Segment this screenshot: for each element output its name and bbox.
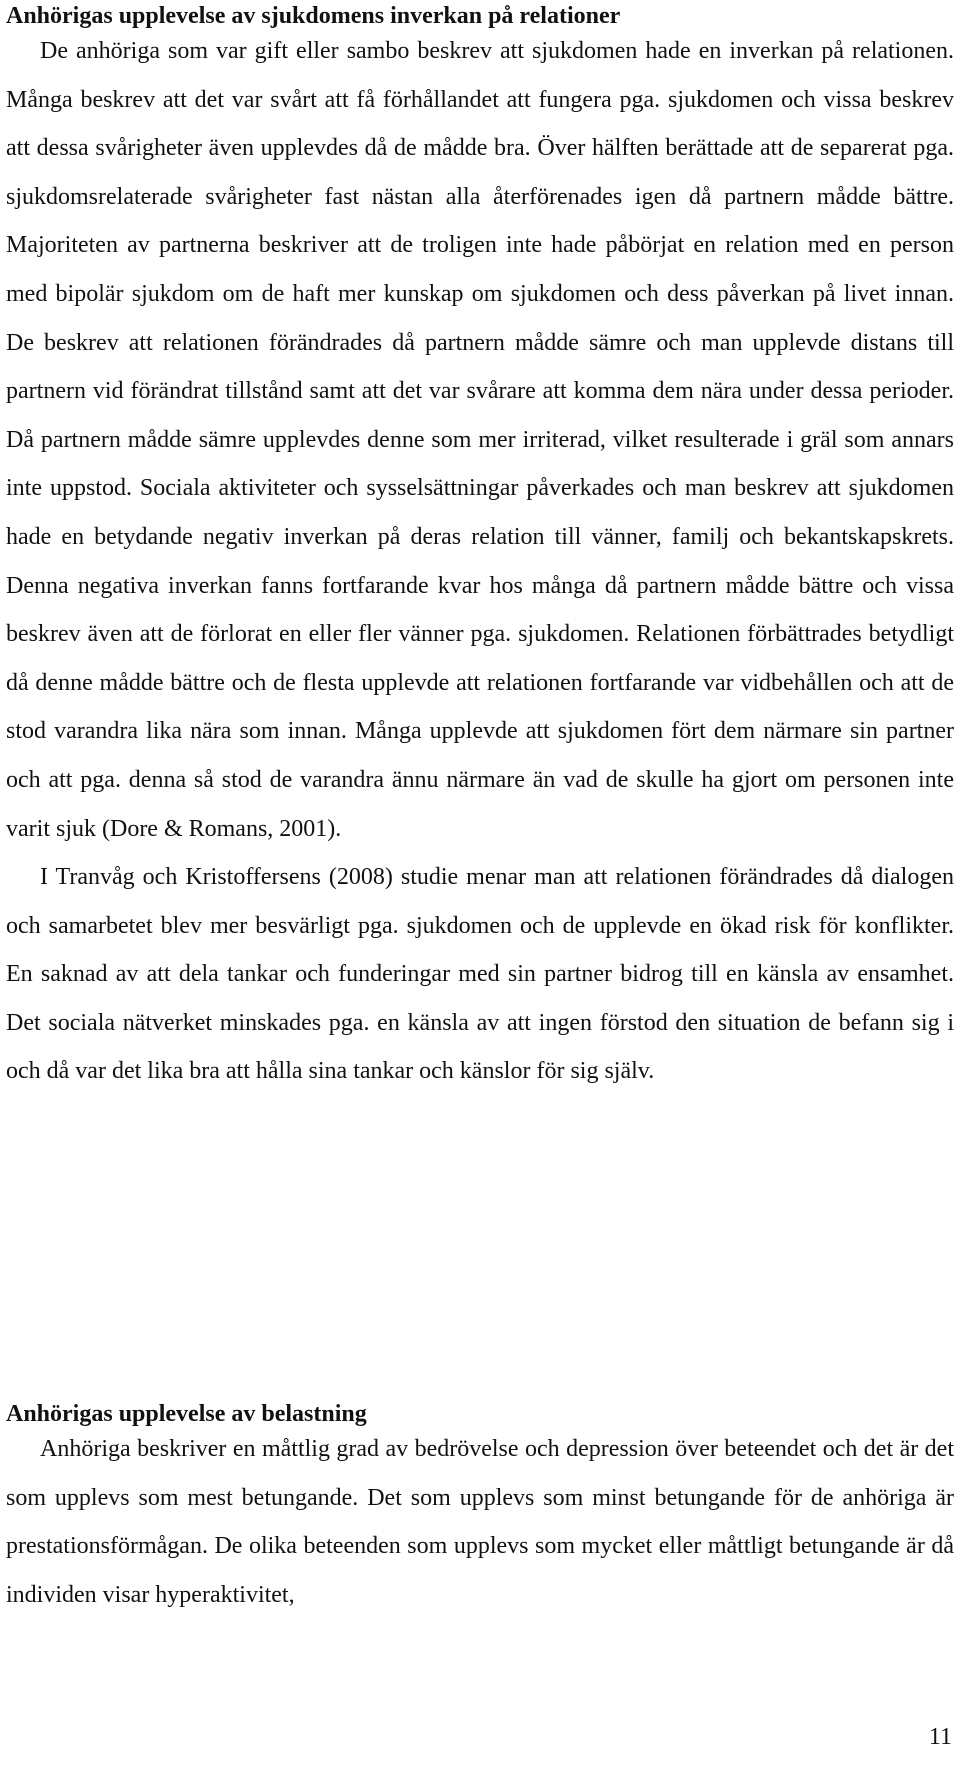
section-burden: [6, 1398, 954, 1619]
paragraph-burden-1: Anhöriga beskriver en måttlig grad av bedrövelse och depression över beteendet och det är det som upplevs som mest betungande. Det som upplevs som minst betungande för de anhöriga är prestationsförmågan. De olika beteenden som upplevs som mycket eller måttligt betungande är då individen visar hyperaktivitet,: [6, 1436, 954, 1608]
page-number: 11: [928, 1724, 952, 1750]
paragraph-relations-1: De anhöriga som var gift eller sambo beskrev att sjukdomen hade en inverkan på relationen. Många beskrev att det var svårt att få förhållandet att fungera pga. sjukdomen och vissa beskrev att dessa svårigheter även upplevdes då de mådde bra. Över hälften berättade att de separerat pga. sjukdomsrelaterade svårigheter fast nästan alla återförenades igen då partnern mådde bättre. Majoriteten av partnerna beskriver att de troligen inte hade påbörjat en relation med en person med bipolär sjukdom om de haft mer kunskap om sjukdomen och dess påverkan på livet innan. De beskrev att relationen förändrades då partnern mådde sämre och man upplevde distans till partnern vid förändrat tillstånd samt att det var svårare att komma dem nära under dessa perioder. Då partnern mådde sämre upplevdes denne som mer irriterad, vilket resulterade i gräl som annars inte uppstod. Sociala aktiviteter och sysselsättningar påverkades och man beskrev att sjukdomen hade en betydande negativ inverkan på deras relation till vänner, familj och bekantskapskrets. Denna negativa inverkan fanns fortfarande kvar hos många då partnern mådde bättre och vissa beskrev även att de förlorat en eller fler vänner pga. sjukdomen. Relationen förbättrades betydligt då denne mådde bättre och de flesta upplevde att relationen fortfarande var vidbehållen och att de stod varandra lika nära som innan. Många upplevde att sjukdomen fört dem närmare sin partner och att pga. denna så stod de varandra ännu närmare än vad de skulle ha gjort om personen inte varit sjuk (Dore & Romans, 2001).: [6, 38, 954, 842]
section-relations: [6, 0, 954, 1096]
section-heading-burden: Anhörigas upplevelse av belastning: [6, 1401, 367, 1427]
paragraph-relations-2: I Tranvåg och Kristoffersens (2008) studie menar man att relationen förändrades då dialogen och samarbetet blev mer besvärligt pga. sjukdomen och de upplevde en ökad risk för konflikter. En saknad av att dela tankar och funderingar med sin partner bidrog till en känsla av ensamhet. Det sociala nätverket minskades pga. en känsla av att ingen förstod den situation de befann sig i och då var det lika bra att hålla sina tankar och känslor för sig själv.: [6, 864, 954, 1085]
section-heading-relations: Anhörigas upplevelse av sjukdomens inverkan på relationer: [6, 3, 621, 29]
